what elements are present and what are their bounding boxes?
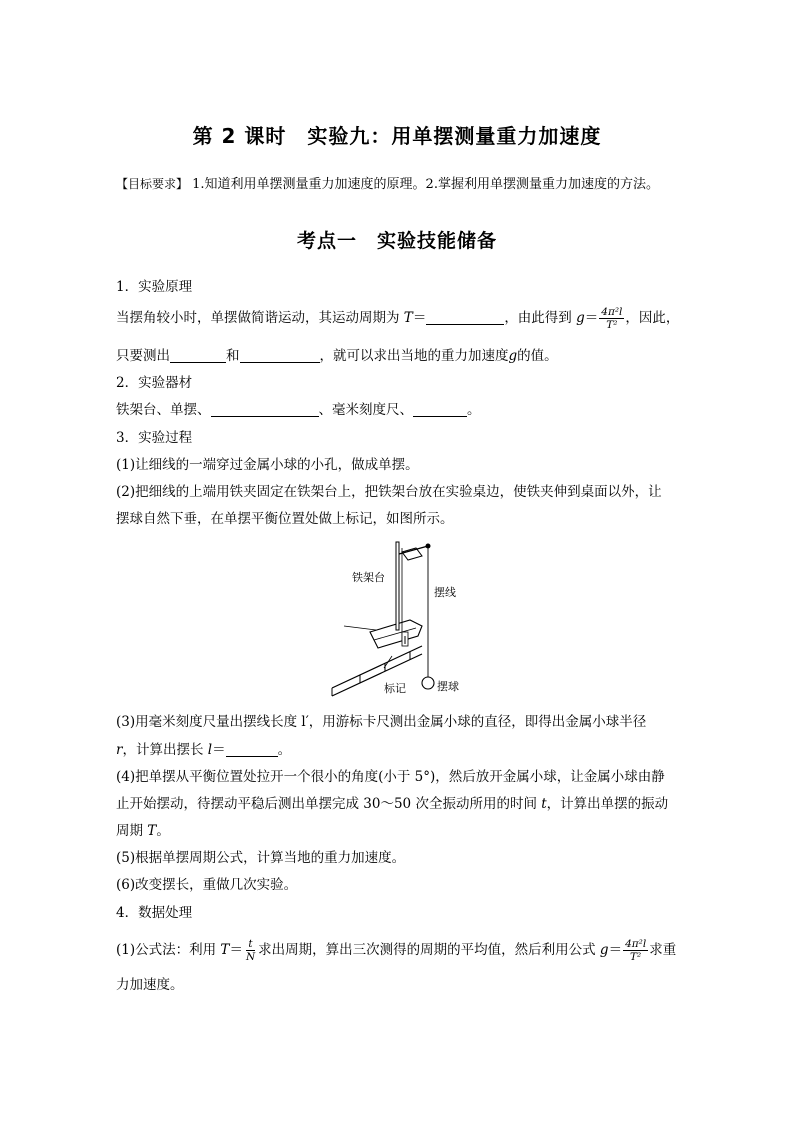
equipment-blank-1 <box>211 402 319 417</box>
period-fraction: $\frac{t}{N}$ <box>245 938 256 963</box>
principle-label: 1．实验原理 <box>116 279 193 295</box>
procedure-step-5: (5)根据单摆周期公式，计算当地的重力加速度。 <box>116 850 406 866</box>
procedure-step-4b: 止开始摆动，待摆动平稳后测出单摆完成 30～50 次全振动所用的时间 t，计算出单摆的振动 <box>116 796 669 812</box>
data-processing-label: 4．数据处理 <box>116 905 193 921</box>
pivot <box>426 544 431 549</box>
mark-label: 标记 <box>384 682 406 695</box>
learning-goals <box>116 173 716 192</box>
procedure-step-3b: r，计算出摆长 l＝ 。 <box>116 742 292 758</box>
pendulum-ball <box>422 677 434 689</box>
string-label: 摆线 <box>434 586 456 599</box>
stand-label: 铁架台 <box>352 571 385 584</box>
equipment-line: 铁架台、单摆、 、毫米刻度尺、 。 <box>116 402 481 418</box>
lesson-title: 第 2 课时 实验九：用单摆测量重力加速度 <box>192 124 602 148</box>
goal-tag: 【目标要求】 <box>116 177 189 191</box>
length-blank <box>226 742 278 757</box>
table-edge-bottom <box>332 654 422 696</box>
equipment-label: 2．实验器材 <box>116 375 193 391</box>
procedure-step-4c: 周期 T。 <box>116 823 170 839</box>
procedure-step-1: (1)让细线的一端穿过金属小球的小孔，做成单摆。 <box>116 457 419 473</box>
equipment-blank-2 <box>413 402 467 417</box>
principle-line-2: 只要测出 和 ，就可以求出当地的重力加速度g的值。 <box>116 348 558 364</box>
period-formula-blank <box>426 310 504 325</box>
procedure-step-6: (6)改变摆长，重做几次实验。 <box>116 877 298 893</box>
section-heading: 考点一 实验技能储备 <box>296 230 497 252</box>
procedure-step-4a: (4)把单摆从平衡位置处拉开一个很小的角度(小于 5°)，然后放开金属小球，让金属小球由静 <box>116 769 665 785</box>
stand-rod <box>396 542 399 630</box>
procedure-step-2b: 摆球自然下垂，在单摆平衡位置处做上标记，如图所示。 <box>116 511 454 527</box>
principle-line-1: 当摆角较小时，单摆做简谐运动，其运动周期为 T＝ ，由此得到 g＝ $\frac{\text{4π²l}}{\text{T²}}$ ，因此， <box>116 306 680 331</box>
measure-blank-1 <box>170 348 226 363</box>
gravity-formula: $\frac{\text{4π²l}}{\text{T²}}$ <box>601 306 623 331</box>
measure-blank-2 <box>240 348 320 363</box>
pendulum-diagram <box>330 540 470 700</box>
procedure-step-2a: (2)把细线的上端用铁夹固定在铁架台上，把铁架台放在实验桌边，使铁夹伸到桌面以外，让 <box>116 484 662 500</box>
procedure-label: 3．实验过程 <box>116 430 193 446</box>
goal-text: 1.知道利用单摆测量重力加速度的原理。2.掌握利用单摆测量重力加速度的方法。 <box>192 177 659 192</box>
table-edge-top <box>332 646 422 688</box>
data-processing-line-1: (1)公式法：利用 T＝ $\frac{t}{N}$ 求出周期，算出三次测得的周期的平均值，然后利用公式 g＝ $\frac{\text{4π²l}}{\text{T²}}$ 求重 <box>116 938 677 963</box>
procedure-step-3a: (3)用毫米刻度尺量出摆线长度 l′，用游标卡尺测出金属小球的直径，即得出金属小球半径 <box>116 714 647 730</box>
pendulum-figure <box>330 540 470 700</box>
gravity-formula-2: $\frac{\text{4π²l}}{\text{T²}}$ <box>625 938 647 963</box>
ball-label: 摆球 <box>437 680 459 693</box>
data-processing-line-2: 力加速度。 <box>116 977 184 993</box>
